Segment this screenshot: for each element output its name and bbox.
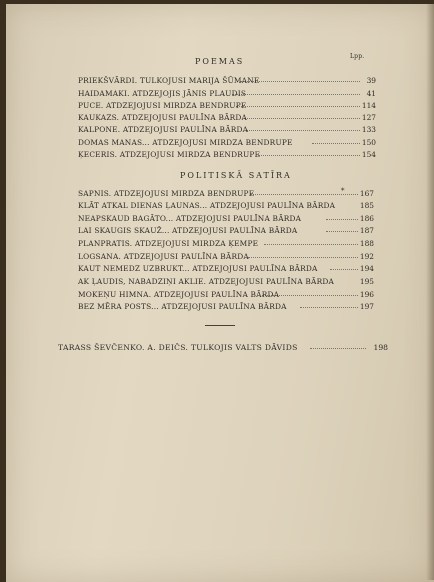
toc-entry xyxy=(0,263,434,275)
toc-entry-title: MOKEŅU HIMNA. ATDZEJOJUSI PAULĪNA BĀRDA xyxy=(78,290,280,299)
toc-entry xyxy=(0,225,434,237)
toc-entry-title: HAIDAMAKI. ATDZEJOJIS JĀNIS PLAUDIS xyxy=(78,89,247,98)
toc-entry-page: 188 xyxy=(359,239,374,248)
toc-entry-title: LOGSANA. ATDZEJOJUSI PAULĪNA BĀRDA xyxy=(78,252,249,261)
toc-entry xyxy=(0,188,434,200)
toc-entry-title: NEAPSKAUD BAGĀTO... ATDZEJOJUSI PAULĪNA BĀRDA xyxy=(78,214,302,223)
toc-entry xyxy=(0,75,434,87)
toc-entry-title: PLANPRATIS. ATDZEJOJUSI MIRDZA ĶEMPE xyxy=(78,239,259,248)
toc-entry-title: KAUT NEMEDZ UZBRUKT... ATDZEJOJUSI PAULĪNA BĀRDA xyxy=(78,264,318,273)
page-column-label: Lpp. xyxy=(350,53,365,60)
section-title-satira: POLITISKĀ SATĪRA xyxy=(180,171,292,180)
dot-leader xyxy=(240,81,360,82)
toc-entry-title: PRIEKŠVĀRDI. TULKOJUSI MARIJA ŠŪMANE xyxy=(78,76,260,85)
toc-entry-page: 150 xyxy=(361,138,376,147)
dot-leader xyxy=(244,118,360,119)
toc-entry-taras xyxy=(58,342,388,354)
dot-leader xyxy=(310,348,366,349)
toc-entry-page: 186 xyxy=(359,214,374,223)
toc-entry xyxy=(0,137,434,149)
dot-leader xyxy=(232,94,360,95)
toc-entry-page: 154 xyxy=(361,150,376,159)
toc-entry-title: SAPNIS. ATDZEJOJUSI MIRDZA BENDRUPE xyxy=(78,189,255,198)
toc-entry-title: LAI SKAUGIS SKAUŽ... ATDZEJOJUSI PAULĪNA BĀRDA xyxy=(78,226,298,235)
toc-entry-page: 114 xyxy=(361,101,376,110)
toc-entry xyxy=(0,100,434,112)
toc-entry-page: 197 xyxy=(359,302,374,311)
asterisk-mark: * xyxy=(341,187,345,195)
dot-leader xyxy=(250,194,358,195)
toc-entry xyxy=(0,276,434,288)
toc-entry-page: 196 xyxy=(359,290,374,299)
toc-entry-page: 167 xyxy=(359,189,374,198)
toc-entry xyxy=(0,112,434,124)
toc-entry xyxy=(0,124,434,136)
toc-entry-page: 192 xyxy=(359,252,374,261)
toc-entry xyxy=(0,251,434,263)
dot-leader xyxy=(246,130,360,131)
toc-entry-page: 133 xyxy=(361,125,376,134)
toc-entry xyxy=(0,149,434,161)
toc-entry-title: AK ĻAUDIS, NABADZIŅI AKLIE. ATDZEJOJUSI PAULĪNA BĀRDA xyxy=(78,277,334,286)
toc-entry xyxy=(0,88,434,100)
toc-entry-title: BEZ MĒRA POSTS... ATDZEJOJUSI PAULĪNA BĀRDA xyxy=(78,302,287,311)
toc-entry-page: 39 xyxy=(366,76,376,85)
toc-entry-page: 185 xyxy=(359,201,374,210)
toc-entry-title: TARASS ŠEVČENKO. A. DEIČS. TULKOJIS VALTS DĀVIDS xyxy=(58,343,298,352)
toc-entry xyxy=(0,200,434,212)
toc-entry-title: KAUKAZS. ATDZEJOJUSI PAULĪNA BĀRDA xyxy=(78,113,248,122)
toc-entry xyxy=(0,213,434,225)
toc-entry-title: KALPONE. ATDZEJOJUSI PAULĪNA BĀRDA xyxy=(78,125,249,134)
toc-entry-title: ĶECERIS. ATDZEJOJUSI MIRDZA BENDRUPE xyxy=(78,150,261,159)
toc-entry xyxy=(0,289,434,301)
toc-entry-title: PUCE. ATDZEJOJUSI MIRDZA BENDRUPE xyxy=(78,101,247,110)
toc-entry-page: 187 xyxy=(359,226,374,235)
dot-leader xyxy=(248,257,358,258)
toc-entry-page: 198 xyxy=(373,343,388,352)
toc-entry-page: 41 xyxy=(366,89,376,98)
toc-entry-page: 195 xyxy=(359,277,374,286)
toc-entry-title: DOMAS MANAS... ATDZEJOJUSI MIRDZA BENDRUPE xyxy=(78,138,293,147)
dot-leader xyxy=(258,155,360,156)
toc-entry xyxy=(0,238,434,250)
toc-entry xyxy=(0,301,434,313)
toc-entry-title: KLĀT ATKAL DIENAS ĻAUNAS... ATDZEJOJUSI PAULĪNA BĀRDA xyxy=(78,201,336,210)
section-title-poemas: POEMAS xyxy=(195,57,245,66)
toc-entry-page: 194 xyxy=(359,264,374,273)
dot-leader xyxy=(236,106,360,107)
toc-entry-page: 127 xyxy=(361,113,376,122)
section-divider xyxy=(205,325,235,326)
